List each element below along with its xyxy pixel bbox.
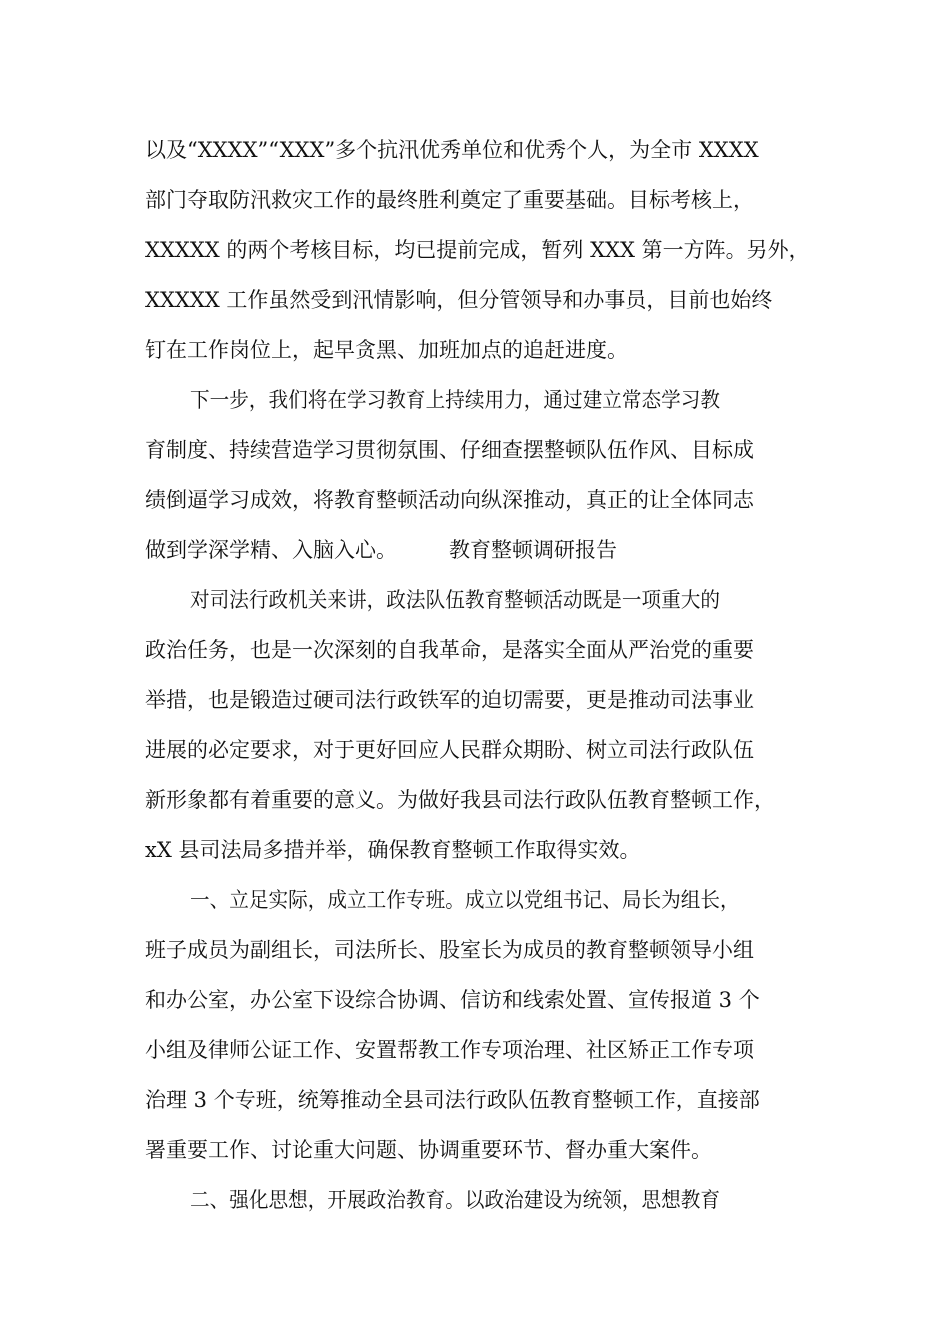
paragraph-line: 以及“XXXX”“XXX”多个抗汛优秀单位和优秀个人，为全市 XXXX bbox=[145, 138, 759, 162]
paragraph-line: 小组及律师公证工作、安置帮教工作专项治理、社区矫正工作专项 bbox=[145, 1038, 754, 1062]
paragraph-line: 新形象都有着重要的意义。为做好我县司法行政队伍教育整顿工作， bbox=[145, 788, 775, 812]
paragraph-line: 署重要工作、讨论重大问题、协调重要环节、督办重大案件。 bbox=[145, 1138, 712, 1162]
paragraph-line: XXXXX 工作虽然受到汛情影响，但分管领导和办事员，目前也始终 bbox=[145, 288, 773, 312]
paragraph-first-line: 下一步，我们将在学习教育上持续用力，通过建立常态学习教 bbox=[190, 388, 721, 412]
paragraph-line: 进展的必定要求，对于更好回应人民群众期盼、树立司法行政队伍 bbox=[145, 738, 754, 762]
paragraph-first-line: 一、立足实际，成立工作专班。成立以党组书记、局长为组长， bbox=[190, 888, 740, 912]
report-title: 教育整顿调研报告 bbox=[449, 538, 617, 562]
paragraph-line: 绩倒逼学习成效，将教育整顿活动向纵深推动，真正的让全体同志 bbox=[145, 488, 754, 512]
paragraph-first-line: 对司法行政机关来讲，政法队伍教育整顿活动既是一项重大的 bbox=[190, 588, 721, 612]
paragraph-first-line: 二、强化思想，开展政治教育。以政治建设为统领，思想教育 bbox=[190, 1188, 721, 1212]
paragraph-line: 班子成员为副组长，司法所长、股室长为成员的教育整顿领导小组 bbox=[145, 938, 754, 962]
paragraph-line: 部门夺取防汛救灾工作的最终胜利奠定了重要基础。目标考核上， bbox=[145, 188, 754, 212]
paragraph-line: 钉在工作岗位上，起早贪黑、加班加点的追赶进度。 bbox=[145, 338, 628, 362]
paragraph-line: XXXXX 的两个考核目标，均已提前完成，暂列 XXX 第一方阵。另外， bbox=[145, 238, 810, 262]
paragraph-line-text: 做到学深学精、入脑入心。 bbox=[145, 538, 397, 562]
paragraph-line: 育制度、持续营造学习贯彻氛围、仔细查摆整顿队伍作风、目标成 bbox=[145, 438, 754, 462]
paragraph-line: 治理 3 个专班，统筹推动全县司法行政队伍教育整顿工作，直接部 bbox=[145, 1088, 760, 1112]
paragraph-line: 和办公室，办公室下设综合协调、信访和线索处置、宣传报道 3 个 bbox=[145, 988, 760, 1012]
paragraph-line-with-title bbox=[145, 530, 835, 570]
paragraph-line: xX 县司法局多措并举，确保教育整顿工作取得实效。 bbox=[145, 838, 641, 862]
paragraph-line: 政治任务，也是一次深刻的自我革命，是落实全面从严治党的重要 bbox=[145, 638, 754, 662]
paragraph-line: 举措，也是锻造过硬司法行政铁军的迫切需要，更是推动司法事业 bbox=[145, 688, 754, 712]
